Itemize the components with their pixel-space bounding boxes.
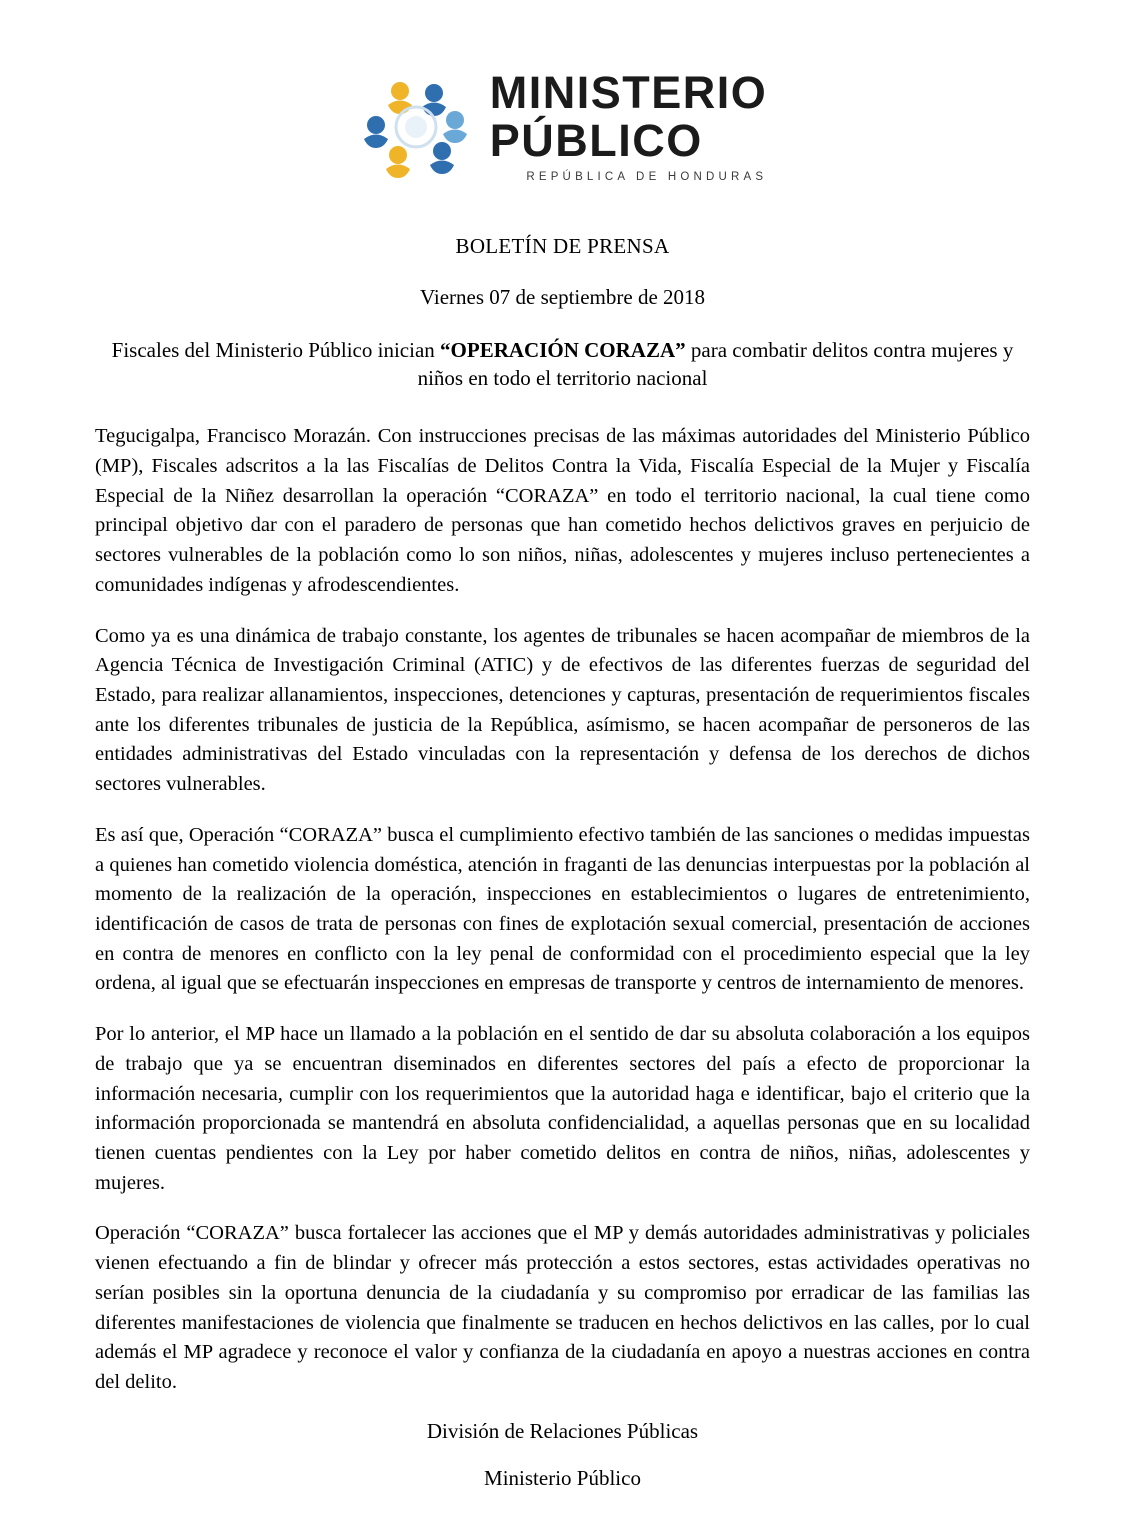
institution-logo: [95, 67, 1030, 184]
logo-subtitle: REPÚBLICA DE HONDURAS: [526, 171, 768, 183]
document-headline: [95, 336, 1030, 393]
logo-title-line-2: PÚBLICO: [489, 115, 703, 166]
ministerio-publico-emblem-icon: [358, 75, 476, 179]
document-date: Viernes 07 de septiembre de 2018: [419, 284, 706, 309]
signature-institution: Ministerio Público: [484, 1465, 641, 1490]
headline-operation-name: “OPERACIÓN CORAZA”: [440, 337, 686, 362]
document-title: BOLETÍN DE PRENSA: [455, 233, 670, 258]
headline-part-after: para combatir delitos contra mujeres y niños en todo el territorio nacional: [417, 337, 1014, 390]
body-paragraph-5: Operación “CORAZA” busca fortalecer las acciones que el MP y demás autoridades administrativas y policiales vienen efectuando a fin de blindar y ofrecer más protección a estos sectores, estas actividades operativas no serían posibles sin la oportuna denuncia de la ciudadanía y su compromiso por erradicar de las familias las diferentes manifestaciones de violencia que finalmente se traducen en hechos delictivos en las calles, por lo cual además el MP agradece y reconoce el valor y confianza de la ciudadanía en apoyo a nuestras acciones en contra del delito.: [95, 1222, 1030, 1394]
body-paragraph-3: Es así que, Operación “CORAZA” busca el cumplimiento efectivo también de las sanciones o medidas impuestas a quienes han cometido violencia doméstica, atención in fraganti de las denuncias interpuestas por la población al momento de la realización de la operación, inspecciones en establecimientos o lugares de entretenimiento, identificación de casos de trata de personas con fines de explotación sexual comercial, presentación de acciones en contra de menores en conflicto con la ley penal de conformidad con el procedimiento especial que la ley ordena, al igual que se efectuarán inspecciones en empresas de transporte y centros de internamiento de menores.: [95, 823, 1030, 995]
headline-part-before: Fiscales del Ministerio Público inician: [111, 337, 441, 362]
body-paragraph-4: Por lo anterior, el MP hace un llamado a la población en el sentido de dar su absoluta colaboración a los equipos de trabajo que ya se encuentran diseminados en diferentes sectores del país a efecto de proporcionar la información necesaria, cumplir con los requerimientos que la autoridad haga e identificar, bajo el criterio que la información proporcionada se mantendrá en absoluta confidencialidad, a aquellas personas que en su localidad tienen cuentas pendientes con la Ley por haber cometido delitos en contra de niños, niñas, adolescentes y mujeres.: [95, 1023, 1030, 1194]
body-paragraph-2: Como ya es una dinámica de trabajo constante, los agentes de tribunales se hacen acompañar de miembros de la Agencia Técnica de Investigación Criminal (ATIC) y de efectivos de las diferentes fuerzas de seguridad del Estado, para realizar allanamientos, inspecciones, detenciones y capturas, presentación de requerimientos fiscales ante los diferentes tribunales de justicia de la República, asímismo, se hacen acompañar de personeros de las entidades administrativas del Estado vinculadas con la representación y defensa de los derechos de dichos sectores vulnerables.: [95, 624, 1030, 796]
signature-division: División de Relaciones Públicas: [426, 1418, 699, 1443]
body-paragraph-1: Tegucigalpa, Francisco Morazán. Con instrucciones precisas de las máximas autoridades del Ministerio Público (MP), Fiscales adscritos a la las Fiscalías de Delitos Contra la Vida, Fiscalía Especial de la Mujer y Fiscalía Especial de la Niñez desarrollan la operación “CORAZA” en todo el territorio nacional, la cual tiene como principal objetivo dar con el paradero de personas que han cometido hechos delictivos graves en perjuicio de sectores vulnerables de la población como lo son niños, niñas, adolescentes y mujeres incluso pertenecientes a comunidades indígenas y afrodescendientes.: [95, 425, 1030, 596]
logo-title-line-1: MINISTERIO: [489, 67, 768, 118]
